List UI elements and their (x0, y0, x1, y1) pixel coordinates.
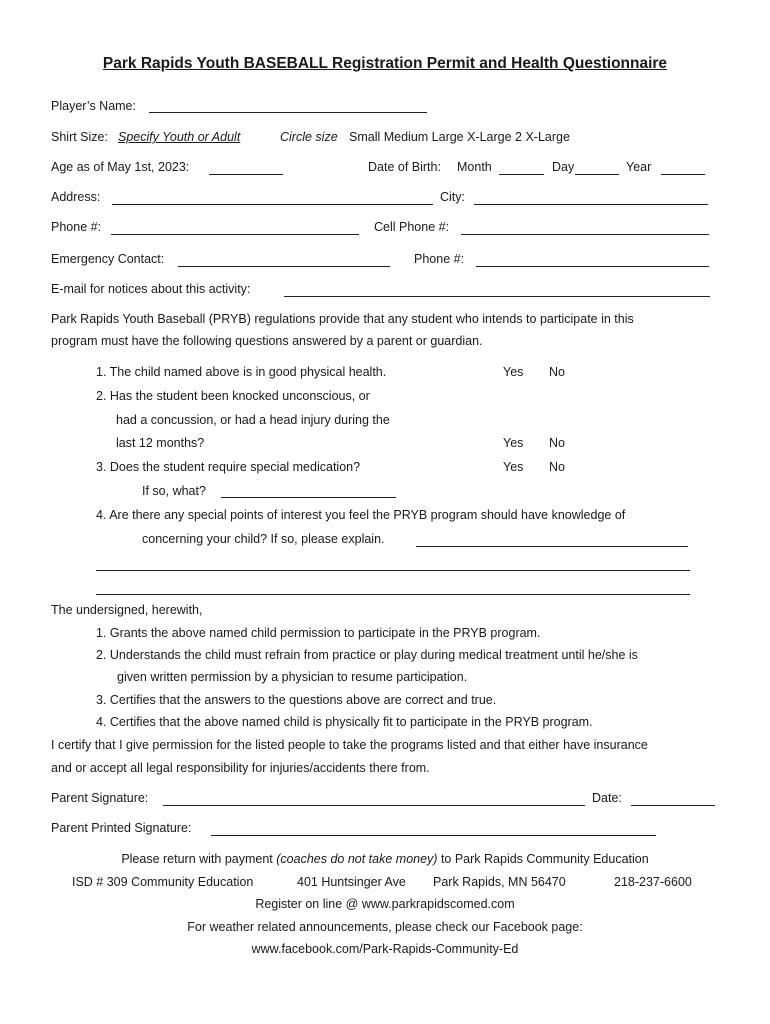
city-field[interactable] (474, 204, 708, 205)
circle-size-text: Circle size (280, 130, 338, 144)
date-label: Date: (592, 791, 622, 805)
agreement-item-4: 4. Certifies that the above named child is physically fit to participate in the PRYB program. (96, 715, 593, 729)
date-field[interactable] (631, 805, 715, 806)
agreement-item-3: 3. Certifies that the answers to the questions above are correct and true. (96, 693, 497, 707)
form-title: Park Rapids Youth BASEBALL Registration Permit and Health Questionnaire (102, 55, 668, 72)
intro-line-2: program must have the following questions answered by a parent or guardian. (51, 334, 483, 348)
agreement-item-2-cont: given written permission by a physician to resume participation. (117, 670, 468, 684)
parent-signature-field[interactable] (163, 805, 585, 806)
question-2-no[interactable]: No (549, 436, 565, 450)
explain-field-line-3[interactable] (96, 594, 690, 595)
certify-line-1: I certify that I give permission for the listed people to take the programs listed and that either have insurance (51, 738, 648, 752)
question-4-line-2: concerning your child? If so, please explain. (142, 532, 385, 546)
question-1-yes[interactable]: Yes (503, 365, 524, 379)
age-label: Age as of May 1st, 2023: (51, 160, 190, 174)
intro-line-1: Park Rapids Youth Baseball (PRYB) regulations provide that any student who intends to participate in this (51, 312, 634, 326)
dob-label: Date of Birth: (368, 160, 441, 174)
question-4-line-1: 4. Are there any special points of interest you feel the PRYB program should have knowledge of (96, 508, 626, 522)
question-2-line-2: had a concussion, or had a head injury during the (116, 413, 390, 427)
question-2-yes[interactable]: Yes (503, 436, 524, 450)
emergency-phone-field[interactable] (476, 266, 709, 267)
question-3-follow-up: If so, what? (142, 484, 206, 498)
return-text-italic: (coaches do not take money) (276, 852, 438, 866)
dob-year-field[interactable] (661, 174, 705, 175)
phone-label: Phone #: (51, 220, 102, 234)
facebook-link[interactable]: www.facebook.com/Park-Rapids-Community-Ed (251, 942, 519, 956)
agreement-item-2: 2. Understands the child must refrain from practice or play during medical treatment until he/she is (96, 648, 638, 662)
footer-city-state: Park Rapids, MN 56470 (433, 875, 566, 889)
question-1: 1. The child named above is in good physical health. (96, 365, 387, 379)
question-3-yes[interactable]: Yes (503, 460, 524, 474)
question-3-no[interactable]: No (549, 460, 565, 474)
address-label: Address: (51, 190, 101, 204)
parent-printed-field[interactable] (211, 835, 656, 836)
emergency-phone-label: Phone #: (414, 252, 465, 266)
player-name-label: Player’s Name: (51, 99, 136, 113)
parent-printed-label: Parent Printed Signature: (51, 821, 192, 835)
register-online-link[interactable]: Register on line @ www.parkrapidscomed.com (255, 897, 515, 911)
agreement-heading: The undersigned, herewith, (51, 603, 203, 617)
player-name-field[interactable] (149, 112, 427, 113)
return-text-post: to Park Rapids Community Education (437, 852, 649, 866)
question-1-no[interactable]: No (549, 365, 565, 379)
certify-line-2: and or accept all legal responsibility for injuries/accidents there from. (51, 761, 430, 775)
return-text-pre: Please return with payment (121, 852, 277, 866)
phone-field[interactable] (111, 234, 359, 235)
dob-month-label: Month (457, 160, 492, 174)
explain-field-line-2[interactable] (96, 570, 690, 571)
shirt-size-label: Shirt Size: (51, 130, 108, 144)
dob-month-field[interactable] (499, 174, 544, 175)
footer-isd: ISD # 309 Community Education (72, 875, 254, 889)
footer-street: 401 Huntsinger Ave (297, 875, 406, 889)
size-options[interactable]: Small Medium Large X-Large 2 X-Large (349, 130, 570, 144)
explain-field-line-1[interactable] (416, 546, 688, 547)
cell-phone-label: Cell Phone #: (374, 220, 450, 234)
cell-phone-field[interactable] (461, 234, 709, 235)
question-2-line-3: last 12 months? (116, 436, 205, 450)
question-3: 3. Does the student require special medication? (96, 460, 361, 474)
email-field[interactable] (284, 296, 710, 297)
medication-field[interactable] (221, 497, 396, 498)
dob-day-field[interactable] (575, 174, 619, 175)
dob-year-label: Year (626, 160, 652, 174)
city-label: City: (440, 190, 465, 204)
question-2-line-1: 2. Has the student been knocked unconscious, or (96, 389, 370, 403)
return-instructions (0, 852, 770, 867)
agreement-item-1: 1. Grants the above named child permission to participate in the PRYB program. (96, 626, 541, 640)
footer-phone: 218-237-6600 (614, 875, 692, 889)
dob-day-label: Day (552, 160, 575, 174)
emergency-contact-label: Emergency Contact: (51, 252, 165, 266)
email-label: E-mail for notices about this activity: (51, 282, 251, 296)
emergency-contact-field[interactable] (178, 266, 390, 267)
parent-signature-label: Parent Signature: (51, 791, 149, 805)
age-field[interactable] (209, 174, 283, 175)
weather-notice: For weather related announcements, please check our Facebook page: (187, 920, 583, 934)
shirt-specify-text: Specify Youth or Adult (118, 130, 241, 144)
address-field[interactable] (112, 204, 433, 205)
